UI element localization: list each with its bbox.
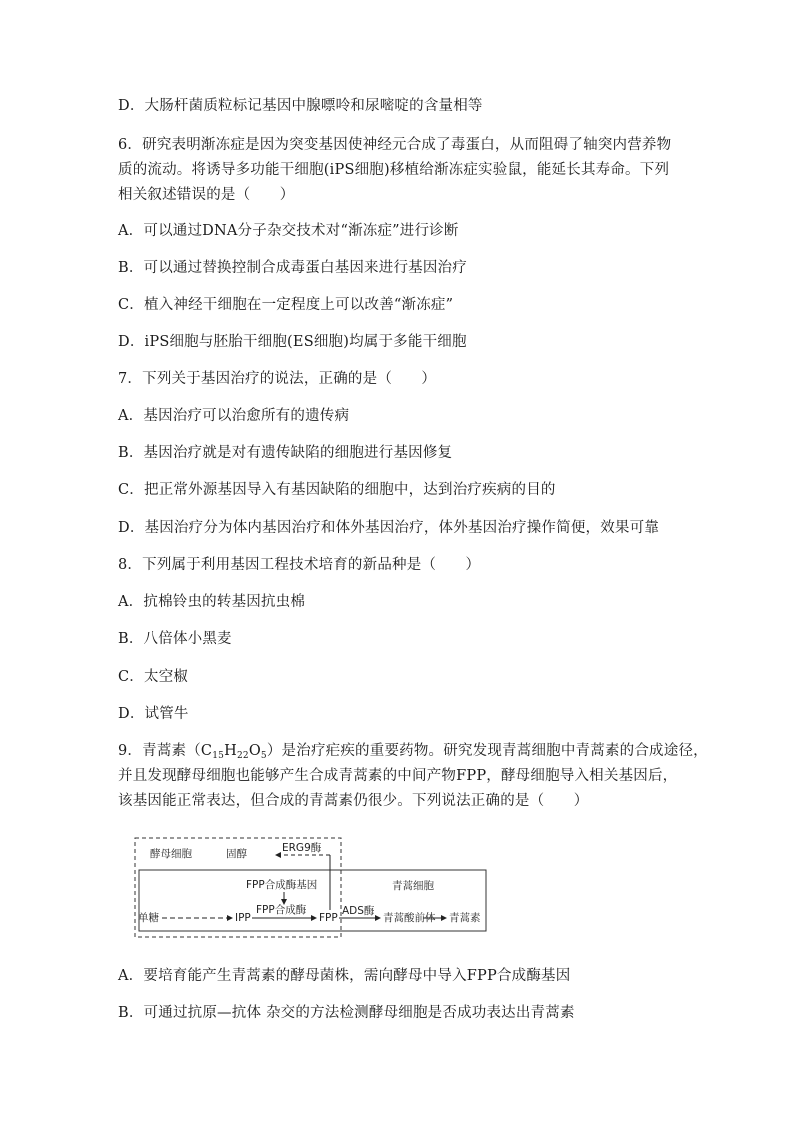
q7-option-a: A．基因治疗可以治愈所有的遗传病 xyxy=(118,408,350,424)
precursor-label: 青蒿酸前体 xyxy=(383,912,436,924)
sugar-label: 单糖 xyxy=(138,912,159,924)
q9-stem-line-2: 并且发现酵母细胞也能够产生合成青蒿素的中间产物FPP，酵母细胞导入相关基因后， xyxy=(118,768,678,784)
q7-stem: 7．下列关于基因治疗的说法，正确的是（ ） xyxy=(118,371,437,387)
q5-option-d: D．大肠杆菌质粒标记基因中腺嘌呤和尿嘧啶的含量相等 xyxy=(118,98,483,114)
sterol-label: 固醇 xyxy=(226,848,247,860)
q9-stem-line-3: 该基因能正常表达，但合成的青蒿素仍很少。下列说法正确的是（ ） xyxy=(118,793,589,809)
q6-option-a: A．可以通过DNA分子杂交技术对“渐冻症”进行诊断 xyxy=(118,223,459,239)
q9-stem-line-1: 9．青蒿素$(C_{15}H_{22}O_5)$是治疗疟疾的重要药物。研究发现青蒿细胞中青蒿素的合成途径， xyxy=(118,743,708,761)
q6-option-c: C．植入神经干细胞在一定程度上可以改善“渐冻症” xyxy=(118,297,454,313)
erg9-enzyme-label: ERG9酶 xyxy=(282,842,322,854)
pathway-diagram xyxy=(134,836,494,940)
q8-stem: 8．下列属于利用基因工程技术培育的新品种是（ ） xyxy=(118,557,481,573)
yeast-cell-label: 酵母细胞 xyxy=(150,848,192,860)
q7-option-d: D．基因治疗分为体内基因治疗和体外基因治疗，体外基因治疗操作简便，效果可靠 xyxy=(118,520,660,536)
q6-stem-line-2: 质的流动。将诱导多功能干细胞(iPS细胞)移植给渐冻症实验鼠，能延长其寿命。下列 xyxy=(118,162,670,178)
q9-option-a: A．要培育能产生青蒿素的酵母菌株，需向酵母中导入FPP合成酶基因 xyxy=(118,968,571,984)
artemisinin-label: 青蒿素 xyxy=(449,912,481,924)
fpp-enzyme-label: FPP合成酶 xyxy=(256,904,307,916)
q6-stem-line-3: 相关叙述错误的是（ ） xyxy=(118,187,295,203)
q6-option-b: B．可以通过替换控制合成毒蛋白基因来进行基因治疗 xyxy=(118,260,467,276)
artemisia-cell-label: 青蒿细胞 xyxy=(392,880,434,892)
q7-option-b: B．基因治疗就是对有遗传缺陷的细胞进行基因修复 xyxy=(118,445,453,461)
ipp-label: IPP xyxy=(235,912,251,924)
ads-enzyme-label: ADS酶 xyxy=(342,905,375,917)
q9-option-b: B．可通过抗原—抗体 杂交的方法检测酵母细胞是否成功表达出青蒿素 xyxy=(118,1005,575,1021)
q8-option-a: A．抗棉铃虫的转基因抗虫棉 xyxy=(118,594,306,610)
q8-option-b: B．八倍体小黑麦 xyxy=(118,631,232,647)
fpp-label: FPP xyxy=(319,912,338,924)
fpp-gene-label: FPP合成酶基因 xyxy=(246,879,318,891)
q8-option-c: C．太空椒 xyxy=(118,669,189,685)
q6-stem-line-1: 6．研究表明渐冻症是因为突变基因使神经元合成了毒蛋白，从而阻碍了轴突内营养物 xyxy=(118,137,672,153)
q6-option-d: D．iPS细胞与胚胎干细胞(ES细胞)均属于多能干细胞 xyxy=(118,334,467,350)
q7-option-c: C．把正常外源基因导入有基因缺陷的细胞中，达到治疗疾病的目的 xyxy=(118,482,556,498)
q8-option-d: D．试管牛 xyxy=(118,706,189,722)
